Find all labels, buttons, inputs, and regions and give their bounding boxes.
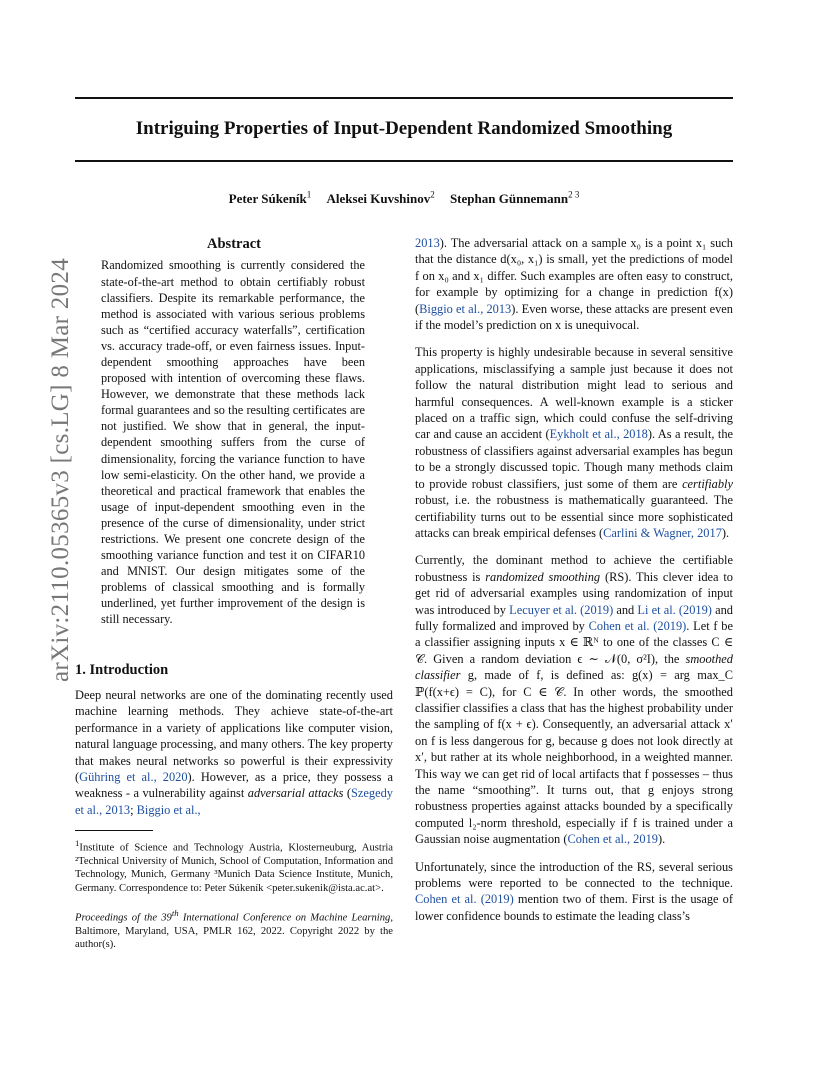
- arxiv-identifier-stamp: arXiv:2110.05365v3 [cs.LG] 8 Mar 2024: [47, 258, 74, 682]
- author: Peter Súkeník$^1$: [228, 190, 312, 207]
- abstract-heading: Abstract: [207, 236, 261, 252]
- footnote-separator: [75, 830, 153, 831]
- body-paragraph: Unfortunately, since the introduction of the RS, several serious problems were reported to be connected to the technique. Cohen et al. (2019) mention two of them. First is the usage of lower confidence bounds to estimate the leading class’s: [415, 859, 733, 923]
- citation-link[interactable]: Biggio et al., 2013: [419, 301, 512, 316]
- citation-link[interactable]: 2013: [105, 802, 131, 817]
- title-bottom-rule: [75, 160, 733, 162]
- body-paragraph: Currently, the dominant method to achieve the certifiable robustness is randomized smoothing (RS). This clever idea to get rid of adversarial examples using randomization of input was introduced by Lecuyer et al. (2019) and Li et al. (2019) and fully formalized and improved by Cohen et al. (2019). Let f be a classifier assigning inputs x ∈ ℝᴺ to one of the classes C ∈ 𝒞. Given a random deviation ϵ ∼ 𝒩(0, σ²I), the smoothed classifier g, made of f, is defined as: g(x) = arg max_C ℙ(f(x+ϵ) = C), for C ∈ 𝒞. In other words, the smoothed classifier classifies a class that has the highest probability under the sampling of f(x + ϵ). Consequently, an adversarial attack x′ on f is less dangerous for g, because g does not look directly at x′, but rather at its whole neighborhood, in a weighted manner. This way we can get rid of local artifacts that f possesses – thus the name “smoothing”. It turns out, that g enjoys strong robustness properties against attacks bounded by a specifically computed l₂-norm threshold, especially if f is trained under a Gaussian noise augmentation (Cohen et al., 2019).: [415, 553, 733, 847]
- citation-link[interactable]: Carlini & Wagner, 2017: [603, 525, 722, 540]
- citation-link[interactable]: Szegedy et al.,: [75, 786, 393, 817]
- author: Aleksei Kuvshinov$^2$: [326, 190, 435, 207]
- author-list: [75, 190, 733, 207]
- affiliation-footnote: $^1$Institute of Science and Technology Austria, Klosterneuburg, Austria ²Technical University of Munich, School of Computation, Information and Technology, Munich, Germany ³Munich Data Science Institute, Munich, Germany. Correspondence to: Peter Súkeník <peter.sukenik@ista.ac.at>.: [75, 838, 393, 894]
- citation-link[interactable]: Li et al. (2019): [637, 602, 712, 617]
- abstract-text: Randomized smoothing is currently considered the state-of-the-art method to obtain certifiably robust classifiers. Despite its remarkable performance, the method is associated with various serious problems such as “certified accuracy waterfalls”, certification vs. accuracy trade-off, or even fairness issues. Input-dependent smoothing approaches have been proposed with intention of overcoming these flaws. However, we demonstrate that these methods lack formal guarantees and so the resulting certificates are not justified. We show that in general, the input-dependent smoothing suffers from the curse of dimensionality, forcing the variance function to have low semi-elasticity. On the other hand, we provide a theoretical and practical framework that enables the usage of input-dependent smoothing even in the presence of the curse of dimensionality, under strict restrictions. We present one concrete design of the smoothing variance function and test it on CIFAR10 and MNIST. Our design mitigates some of the problems of classical smoothing and is formally underlined, yet further improvement of the design is still necessary.: [101, 258, 365, 627]
- citation-link[interactable]: 2020: [162, 770, 188, 784]
- right-column: [415, 235, 733, 935]
- citation-link[interactable]: Lecuyer et al. (2019): [509, 602, 614, 617]
- citation-link[interactable]: Eykholt et al., 2018: [549, 427, 648, 442]
- citation-link[interactable]: Gühring et al.,: [79, 770, 157, 784]
- citation-link[interactable]: Cohen et al., 2019: [567, 832, 658, 847]
- proceedings-note: Proceedings of the 39th International Conference on Machine Learning, Baltimore, Maryland, USA, PMLR 162, 2022. Copyright 2022 by the author(s).: [75, 907, 393, 951]
- left-column: [75, 236, 393, 951]
- paper-title: Intriguing Properties of Input-Dependent Randomized Smoothing: [135, 118, 673, 139]
- author: Stephan Günnemann$^{2 3}$: [449, 190, 580, 207]
- citation-link[interactable]: 2013: [415, 236, 440, 250]
- intro-paragraph: Deep neural networks are one of the dominating recently used machine learning methods. They achieve state-of-the-art performance in a variety of applications like computer vision, natural language processing, and many others. The key property that makes neural networks so powerful is their expressivity (Gühring et al., 2020). However, as a price, they possess a weakness - a vulnerability against adversarial attacks (Szegedy et al., 2013; Biggio et al.,: [75, 687, 393, 817]
- body-paragraph: 2013). The adversarial attack on a sample x₀ is a point x₁ such that the distance d(x₀, x₁) is small, yet the predictions of model f on x₀ and x₁ differ. Such examples are often easy to construct, for example by optimizing for a change in prediction f(x) (Biggio et al., 2013). Even worse, these attacks are present even if the model’s prediction on x is unequivocal.: [415, 236, 734, 333]
- title-top-rule: [75, 97, 733, 99]
- citation-link[interactable]: Biggio et al.,: [136, 802, 201, 817]
- citation-link[interactable]: Cohen et al. (2019): [415, 892, 514, 907]
- citation-link[interactable]: Cohen et al. (2019): [588, 618, 687, 633]
- section-heading-introduction: 1. Introduction: [75, 661, 169, 678]
- body-paragraph: This property is highly undesirable because in several sensitive applications, misclassifying a sample just because it does not follow the natural distribution might lead to serious and harmful consequences. A well-known example is a sticker placed on a traffic sign, which could confuse the self-driving car and cause an accident (Eykholt et al., 2018). As a result, the robustness of classifiers against adversarial examples has begun to be a strongly discussed topic. Though many methods claim to provide robust classifiers, just some of them are certifiably robust, i.e. the robustness is mathematically guaranteed. The certifiability turns out to be essential since more sophisticated attacks can break empirical defenses (Carlini & Wagner, 2017).: [415, 345, 734, 540]
